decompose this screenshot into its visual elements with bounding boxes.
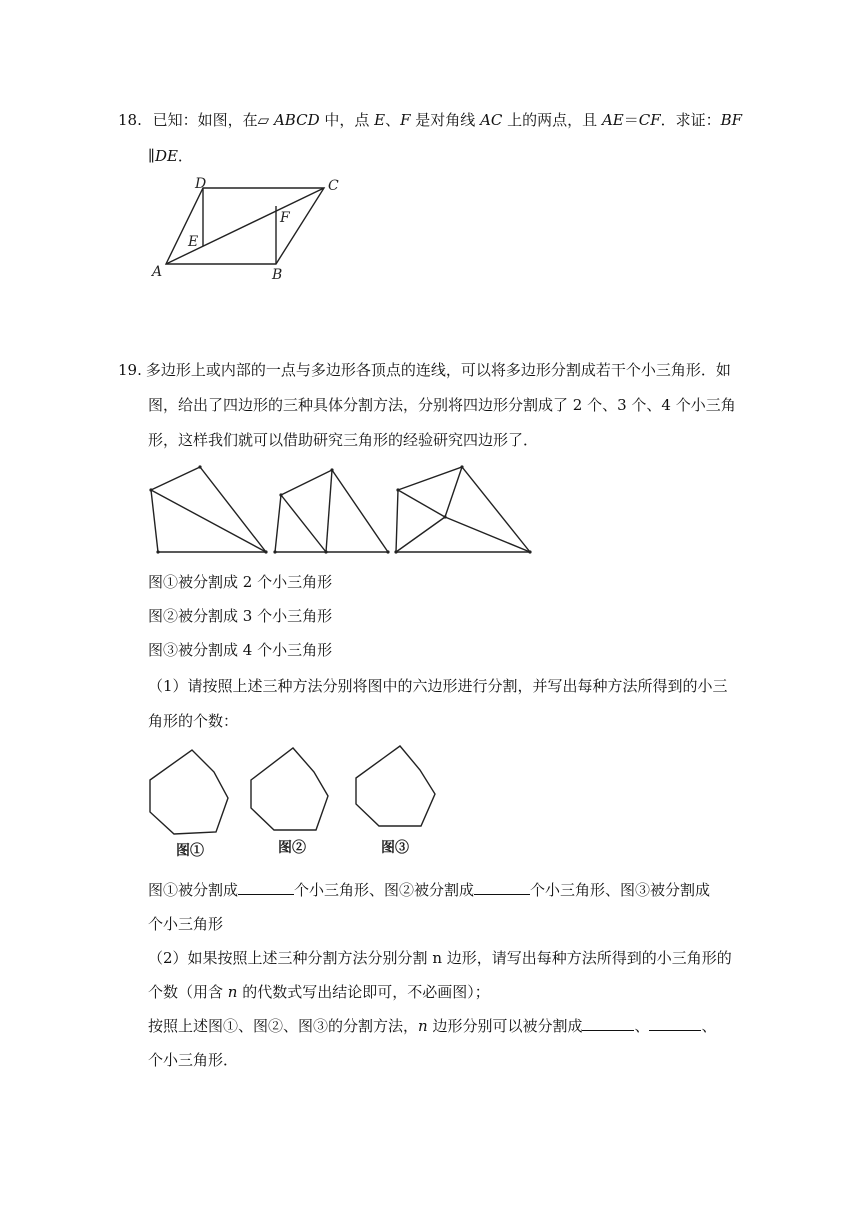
quad-fig2-line2 bbox=[281, 495, 326, 552]
part2-text-b: 的代数式写出结论即可，不必画图）； bbox=[237, 983, 490, 1001]
q18-number: 18. bbox=[118, 111, 142, 129]
hex-label2: 图② bbox=[278, 840, 306, 856]
q18-line1 bbox=[118, 110, 742, 130]
q19-hexagon-figures bbox=[146, 742, 446, 862]
label-e: E bbox=[188, 234, 199, 250]
hex-label3: 图③ bbox=[381, 840, 409, 856]
label-f: F bbox=[280, 210, 290, 226]
quad-fig3-line2 bbox=[445, 467, 462, 517]
quad-fig1 bbox=[151, 467, 266, 552]
quad-fig2-line1 bbox=[326, 470, 332, 552]
q19-caption1: 图①被分割成 2 个小三角形 bbox=[148, 573, 333, 591]
label-a: A bbox=[152, 264, 163, 280]
q18-f: F bbox=[400, 111, 411, 129]
q18-eq: ＝ bbox=[623, 111, 639, 129]
q19-intro-text1: 多边形上或内部的一点与多边形各顶点的连线，可以将多边形分割成若干个小三角形．如 bbox=[145, 361, 731, 379]
answer2-sep1: 、 bbox=[634, 1017, 650, 1035]
q18-text-b: 中，点 bbox=[319, 111, 375, 129]
answer1-text-c: 个小三角形、图③被分割成 bbox=[530, 881, 711, 899]
q19-answer2-line1 bbox=[148, 1016, 717, 1036]
q18-end: ． bbox=[177, 147, 193, 165]
q19-caption2: 图②被分割成 3 个小三角形 bbox=[148, 607, 333, 625]
hexagon-fig2 bbox=[251, 748, 328, 830]
quad-fig3-line1 bbox=[398, 490, 445, 517]
q18-bf: BF bbox=[720, 111, 743, 129]
q18-ac: AC bbox=[480, 111, 503, 129]
part2-n: n bbox=[227, 983, 238, 1001]
hexagon-fig1 bbox=[150, 750, 228, 834]
hexagon-fig3 bbox=[356, 746, 435, 826]
q18-text-a: 已知：如图，在▱ bbox=[152, 111, 274, 129]
q19-part2-line1: （2）如果按照上述三种分割方法分别分割 n 边形，请写出每种方法所得到的小三角形的 bbox=[148, 949, 732, 967]
quad-fig3 bbox=[396, 467, 530, 552]
q18-text-g: 上的两点，且 bbox=[502, 111, 602, 129]
q18-parallelogram-figure bbox=[148, 176, 348, 286]
answer1-text-a: 图①被分割成 bbox=[148, 881, 239, 899]
blank-n-method2[interactable] bbox=[649, 1016, 701, 1031]
q18-de: DE bbox=[154, 147, 178, 165]
q19-intro-line1 bbox=[118, 360, 731, 380]
q18-text-c: 、 bbox=[385, 111, 401, 129]
q18-text-d: 是对角线 bbox=[410, 111, 481, 129]
q18-parallel: ∥ bbox=[148, 147, 155, 165]
label-c: C bbox=[328, 178, 339, 194]
part2-text-a: 个数（用含 bbox=[148, 983, 228, 1001]
q18-text-h: ．求证： bbox=[660, 111, 721, 129]
q19-answer1-line1 bbox=[148, 880, 710, 900]
q19-caption3: 图③被分割成 4 个小三角形 bbox=[148, 641, 333, 659]
quad-fig3-line3 bbox=[445, 517, 530, 552]
answer2-text-a: 按照上述图①、图②、图③的分割方法， bbox=[148, 1017, 419, 1035]
q18-ae: AE bbox=[601, 111, 624, 129]
q19-part1-line1: （1）请按照上述三种方法分别将图中的六边形进行分割，并写出每种方法所得到的小三 bbox=[148, 677, 728, 695]
answer2-sep2: 、 bbox=[701, 1017, 717, 1035]
q19-number: 19. bbox=[118, 361, 142, 379]
q19-part2-line2 bbox=[148, 982, 490, 1002]
q19-intro-line3: 形，这样我们就可以借助研究三角形的经验研究四边形了． bbox=[148, 431, 539, 449]
quad-fig1-diagonal bbox=[151, 490, 266, 552]
label-b: B bbox=[272, 267, 283, 283]
q18-text bbox=[153, 111, 742, 129]
blank-fig1-count[interactable] bbox=[238, 880, 294, 895]
q18-line2 bbox=[148, 146, 193, 166]
q18-cf: CF bbox=[638, 111, 661, 129]
answer1-text-b: 个小三角形、图②被分割成 bbox=[294, 881, 475, 899]
q19-answer2-line2: 个小三角形． bbox=[148, 1051, 239, 1069]
quad-fig3-line4 bbox=[396, 517, 445, 552]
q19-intro-line2: 图，给出了四边形的三种具体分割方法，分别将四边形分割成了 2 个、3 个、4 个小三角 bbox=[148, 396, 736, 414]
answer2-text-b: 边形分别可以被分割成 bbox=[427, 1017, 583, 1035]
q19-part1-line2: 角形的个数： bbox=[148, 712, 239, 730]
q19-answer1-line2: 个小三角形 bbox=[148, 915, 224, 933]
q18-e: E bbox=[374, 111, 386, 129]
hex-label1: 图① bbox=[176, 843, 204, 859]
blank-fig2-count[interactable] bbox=[474, 880, 530, 895]
answer2-n: n bbox=[418, 1017, 428, 1035]
q19-quadrilateral-figures bbox=[148, 462, 548, 562]
q18-abcd: ABCD bbox=[273, 111, 320, 129]
blank-n-method1[interactable] bbox=[582, 1016, 634, 1031]
label-d: D bbox=[195, 176, 207, 192]
